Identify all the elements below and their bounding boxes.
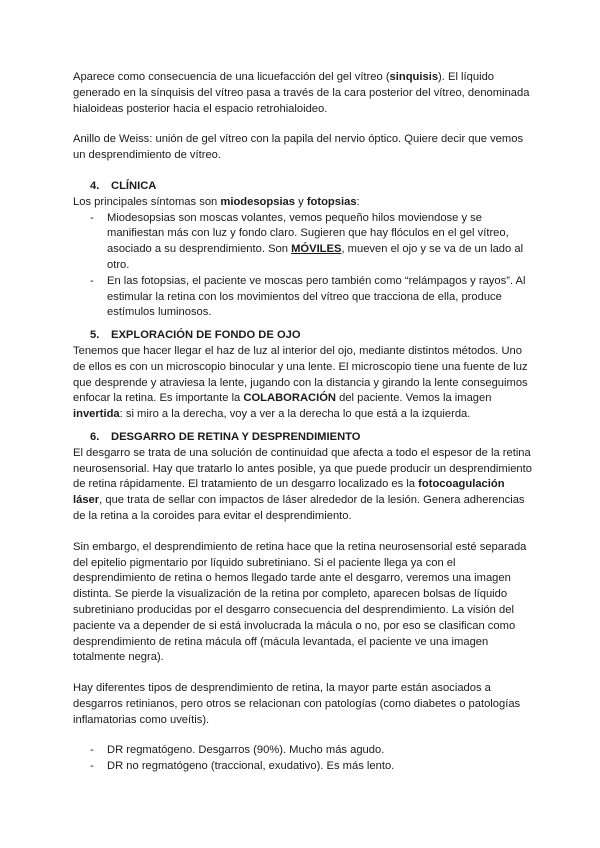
paragraph-anillo-weiss: Anillo de Weiss: unión de gel vítreo con la papila del nervio óptico. Quiere decir que vemos un desprendimiento de vítreo. xyxy=(73,133,524,162)
document-body xyxy=(73,70,533,775)
paragraph-desprendimiento: Sin embargo, el desprendimiento de retina hace que la retina neurosensorial esté separada del epitelio pigmentario por líquido subretiniano. Si el paciente llega ya con el desprendimiento de retina o hemos llegado tarde ante el desgarro, veremos una imagen distinta. Se pierde la visualización de la retina por completo, aparecen bolsas de líquido subretiniano producidas por el desgarro consecuencia del desprendimiento. La visión del paciente va a depender de si está involucrada la mácula o no, por eso se clasifican como desprendimiento de retina mácula off (mácula levantada, el paciente ve una imagen totalmente negra). xyxy=(73,540,527,664)
heading-clinica: 4. CLÍNICA xyxy=(90,179,157,192)
list-item-fotopsias: - En las fotopsias, el paciente ve moscas pero también como “relámpagos y rayos”. Al estimular la retina con los movimientos del vítreo que tracciona de ella, produce estímulos luminosos. xyxy=(90,274,526,319)
list-item-dr-no-regmatogeno: - DR no regmatógeno (traccional, exudativo). Es más lento. xyxy=(90,760,395,773)
paragraph-desgarro: El desgarro se trata de una solución de continuidad que afecta a todo el espesor de la retina neurosensorial. Hay que tratarlo lo antes posible, ya que puede producir un desprendimiento de retina rápidamente. El tratamiento de un desgarro localizado es la fotocoagulación láser, que trata de sellar con impactos de láser alrededor de la lesión. Genera adherencias de la retina a la coroides para evitar el desprendimiento. xyxy=(73,446,532,522)
heading-exploracion: 5. EXPLORACIÓN DE FONDO DE OJO xyxy=(90,329,301,342)
list-item-miodesopsias: - Miodesopsias son moscas volantes, vemos pequeño hilos moviendose y se manifiestan más con luz y fondo claro. Sugieren que hay flóculos en el gel vítreo, asociado a su desprendimiento. Son MÓVILES, mueven el ojo y se va de un lado al otro. xyxy=(90,211,524,271)
paragraph-tipos: Hay diferentes tipos de desprendimiento de retina, la mayor parte están asociados a desgarros retinianos, pero otros se relacionan con patologías (como diabetes o patologías inflamatorias como uveítis). xyxy=(73,682,521,726)
paragraph-sinquisis: Aparece como consecuencia de una licuefacción del gel vítreo (sinquisis). El líquido generado en la sínquisis del vítreo pasa a través de la cara posterior del vítreo, denominada hialoideas posterior hacia el espacio retrohialoideo. xyxy=(73,71,530,115)
heading-desgarro: 6. DESGARRO DE RETINA Y DESPRENDIMIENTO xyxy=(90,430,361,443)
list-item-dr-regmatogeno: - DR regmatógeno. Desgarros (90%). Mucho más agudo. xyxy=(90,744,385,757)
paragraph-sintomas-intro: Los principales síntomas son miodesopsias y fotopsias: xyxy=(73,195,360,208)
paragraph-exploracion: Tenemos que hacer llegar el haz de luz al interior del ojo, mediante distintos métodos. Uno de ellos es con un microscopio binocular y una lente. El microscopio tiene una fuente de luz que desprende y atraviesa la lente, jugando con la distancia y girando la lente conseguimos enfocar la retina. Es importante la COLABORACIÓN del paciente. Vemos la imagen invertida: si miro a la derecha, voy a ver a la derecha lo que está a la izquierda. xyxy=(73,344,528,421)
